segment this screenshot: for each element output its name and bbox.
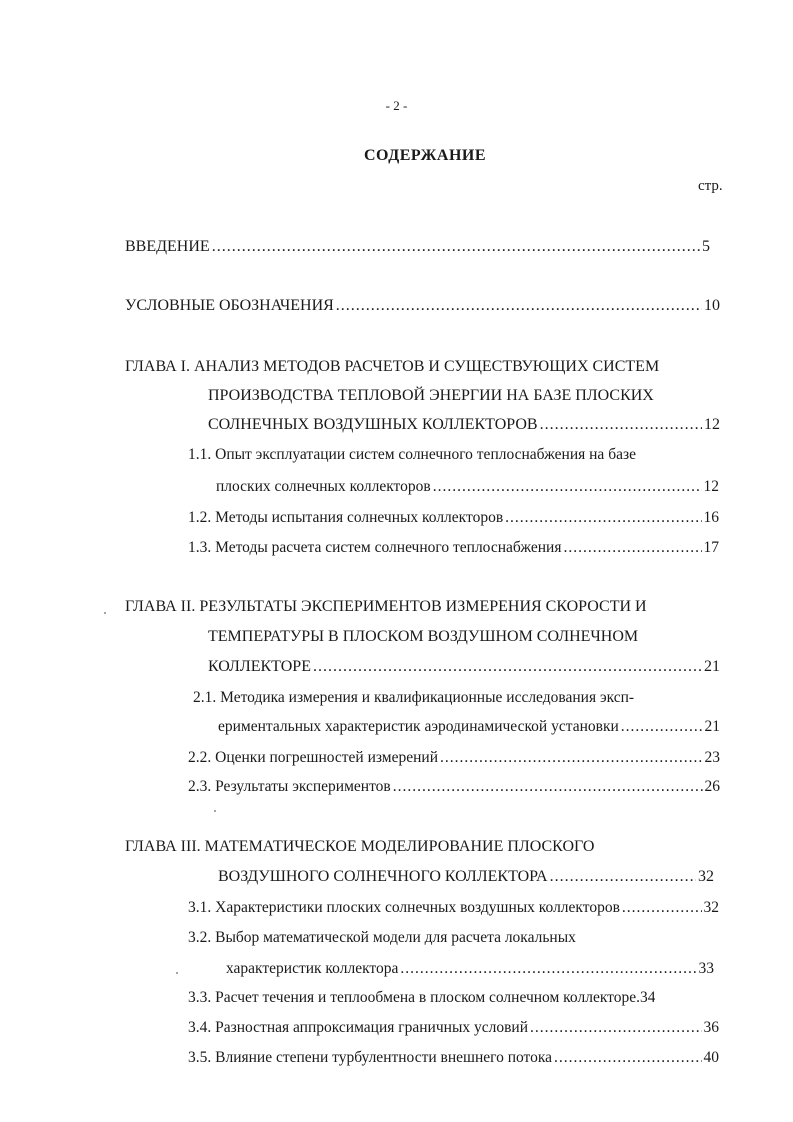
page-column-label: стр. bbox=[698, 178, 723, 194]
toc-entry-text: 1.3. Методы расчета систем солнечного теплоснабжения bbox=[188, 539, 562, 556]
section-2-1-line-2 bbox=[218, 715, 720, 739]
dot-leader bbox=[540, 413, 702, 437]
section-1-1-line-1 bbox=[188, 443, 636, 467]
section-3-4 bbox=[188, 1016, 719, 1040]
dot-leader bbox=[313, 655, 702, 679]
toc-entry-intro bbox=[125, 235, 710, 259]
toc-entry-text: ГЛАВА I. АНАЛИЗ МЕТОДОВ РАСЧЕТОВ И СУЩЕСТВУЮЩИХ СИСТЕМ bbox=[125, 358, 660, 375]
dot-leader bbox=[433, 475, 702, 499]
toc-page-number: 23 bbox=[704, 749, 720, 766]
dot-leader bbox=[550, 865, 696, 889]
dot-leader bbox=[622, 896, 702, 920]
toc-entry-text: 3.2. Выбор математической модели для расчета локальных bbox=[188, 929, 576, 946]
toc-entry-text: СОЛНЕЧНЫХ ВОЗДУШНЫХ КОЛЛЕКТОРОВ bbox=[208, 416, 538, 433]
toc-page-number: 21 bbox=[704, 718, 720, 735]
toc-page-number: 34 bbox=[639, 989, 656, 1006]
toc-page-number: 16 bbox=[703, 509, 719, 526]
page-number: - 2 - bbox=[385, 98, 408, 113]
dot-leader bbox=[563, 536, 701, 560]
dot-leader bbox=[554, 1046, 701, 1070]
toc-page-number: 40 bbox=[703, 1049, 719, 1066]
section-2-2 bbox=[188, 746, 720, 770]
scan-speck bbox=[214, 810, 216, 812]
toc-entry-text: УСЛОВНЫЕ ОБОЗНАЧЕНИЯ bbox=[125, 297, 334, 314]
toc-entry-text: 2.3. Результаты экспериментов bbox=[188, 778, 391, 795]
section-3-2-line-2 bbox=[226, 957, 714, 981]
toc-entry-text: ГЛАВА II. РЕЗУЛЬТАТЫ ЭКСПЕРИМЕНТОВ ИЗМЕРЕНИЯ СКОРОСТИ И bbox=[125, 598, 647, 615]
chapter-3-heading-line-1 bbox=[125, 835, 594, 859]
dot-leader bbox=[505, 506, 701, 530]
toc-entry-text: 3.4. Разностная аппроксимация граничных условий bbox=[188, 1019, 529, 1036]
toc-page-number: 32 bbox=[698, 868, 714, 885]
toc-page-number: 33 bbox=[698, 960, 714, 977]
chapter-2-heading-line-2 bbox=[208, 625, 638, 649]
section-3-5 bbox=[188, 1046, 719, 1070]
chapter-1-heading-line-1 bbox=[125, 355, 659, 379]
page-title: СОДЕРЖАНИЕ bbox=[363, 147, 487, 164]
section-1-1-line-2 bbox=[216, 475, 719, 499]
section-3-2-line-1 bbox=[188, 926, 576, 950]
toc-entry-text: ГЛАВА III. МАТЕМАТИЧЕСКОЕ МОДЕЛИРОВАНИЕ ПЛОСКОГО bbox=[125, 838, 595, 855]
section-3-3 bbox=[188, 986, 655, 1010]
toc-page-number: 21 bbox=[704, 658, 720, 675]
chapter-2-heading-line-3 bbox=[208, 655, 720, 679]
section-1-2 bbox=[188, 506, 719, 530]
chapter-2-heading-line-1 bbox=[125, 595, 647, 619]
toc-entry-text: 3.3. Расчет течения и теплообмена в плоском солнечном коллекторе. bbox=[188, 989, 640, 1006]
toc-entry-text: ВОЗДУШНОГО СОЛНЕЧНОГО КОЛЛЕКТОРА bbox=[218, 868, 548, 885]
toc-entry-text: плоских солнечных коллекторов bbox=[216, 478, 431, 495]
toc-entry-text: характеристик коллектора bbox=[226, 960, 399, 977]
chapter-1-heading-line-2 bbox=[208, 384, 654, 408]
toc-page-number: 5 bbox=[702, 238, 710, 255]
toc-entry-text: КОЛЛЕКТОРЕ bbox=[208, 658, 311, 675]
toc-page-number: 17 bbox=[703, 539, 719, 556]
toc-page-number: 12 bbox=[703, 478, 719, 495]
scan-speck bbox=[104, 612, 106, 614]
dot-leader bbox=[212, 235, 700, 259]
dot-leader bbox=[400, 957, 696, 981]
chapter-3-heading-line-2 bbox=[218, 865, 714, 889]
toc-entry-notation bbox=[125, 294, 720, 318]
scan-speck bbox=[176, 972, 178, 974]
toc-entry-text: 1.2. Методы испытания солнечных коллекторов bbox=[188, 509, 504, 526]
toc-entry-text: ВВЕДЕНИЕ bbox=[125, 238, 210, 255]
toc-entry-text: ПРОИЗВОДСТВА ТЕПЛОВОЙ ЭНЕРГИИ НА БАЗЕ ПЛОСКИХ bbox=[208, 387, 654, 404]
section-1-3 bbox=[188, 536, 719, 560]
section-2-1-line-1 bbox=[193, 686, 634, 710]
section-3-1 bbox=[188, 896, 719, 920]
toc-entry-text: ериментальных характеристик аэродинамической установки bbox=[218, 718, 619, 735]
toc-entry-text: 1.1. Опыт эксплуатации систем солнечного теплоснабжения на базе bbox=[188, 446, 636, 463]
toc-page-number: 26 bbox=[704, 778, 720, 795]
dot-leader bbox=[393, 775, 703, 799]
dot-leader bbox=[336, 294, 702, 318]
toc-entry-text: 3.1. Характеристики плоских солнечных воздушных коллекторов bbox=[188, 899, 620, 916]
toc-entry-text: 2.1. Методика измерения и квалификационные исследования эксп- bbox=[193, 689, 635, 706]
chapter-1-heading-line-3 bbox=[208, 413, 720, 437]
dot-leader bbox=[530, 1016, 701, 1040]
toc-page-number: 12 bbox=[704, 416, 720, 433]
toc-entry-text: ТЕМПЕРАТУРЫ В ПЛОСКОМ ВОЗДУШНОМ СОЛНЕЧНОМ bbox=[208, 628, 639, 645]
dot-leader bbox=[621, 715, 703, 739]
toc-page-number: 36 bbox=[703, 1019, 719, 1036]
toc-page-number: 32 bbox=[703, 899, 719, 916]
dot-leader bbox=[440, 746, 703, 770]
toc-entry-text: 2.2. Оценки погрешностей измерений bbox=[188, 749, 438, 766]
section-2-3 bbox=[188, 775, 720, 799]
toc-page-number: 10 bbox=[704, 297, 720, 314]
toc-entry-text: 3.5. Влияние степени турбулентности внешнего потока bbox=[188, 1049, 553, 1066]
